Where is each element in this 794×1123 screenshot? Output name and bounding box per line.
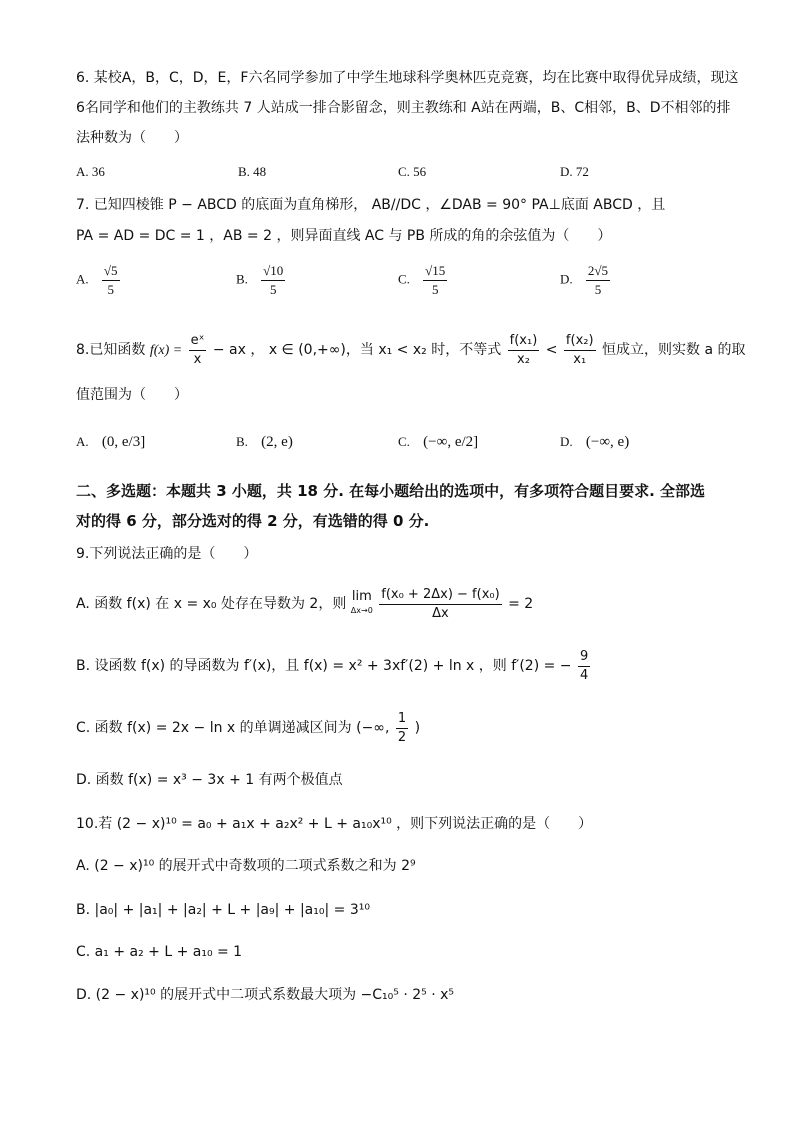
q9-b-prefix: B. 设函数 f(x) 的导函数为 f′(x)，且 f(x) = x² + 3xf′(2) + ln x ，则 f′(2) = − [76, 658, 572, 674]
q7-option-d [560, 262, 612, 299]
q6-option-c: C. 56 [398, 164, 427, 179]
q8-option-b [236, 432, 293, 452]
q9-a-tail: = 2 [508, 596, 534, 612]
q7-option-b [236, 262, 287, 299]
section2-heading-line2: 对的得 6 分，部分选对的得 2 分，有选错的得 0 分. [76, 512, 430, 530]
q9-b-den: 4 [579, 667, 589, 683]
q7-option-b-label: B. [236, 271, 248, 287]
q8-option-b-label: B. [236, 434, 248, 449]
q8-option-a-label: A. [76, 434, 89, 449]
q7-option-d-label: D. [560, 271, 573, 287]
q7-option-a-label: A. [76, 271, 89, 287]
q7-option-d-den: 5 [594, 282, 602, 297]
q9-a-prefix: A. 函数 f(x) 在 x = x₀ 处存在导数为 2，则 [76, 596, 347, 612]
q6-stem-line2: 6名同学和他们的主教练共 7 人站成一排合影留念，则主教练和 A站在两端，B、C相邻，B、D不相邻的排 [76, 100, 731, 116]
q8-tail2: 恒成立，则实数 a 的取 [602, 342, 746, 358]
q8-lt: < [545, 342, 558, 358]
q8-option-a-text: (0, e/3] [101, 434, 146, 450]
q9-c-prefix: C. 函数 f(x) = 2x − ln x 的单调递减区间为 (−∞, [76, 720, 390, 736]
q9-c-tail: ) [414, 720, 421, 736]
q7-option-a-num: √5 [102, 262, 120, 281]
q6-stem-line1: 6. 某校A，B，C，D，E，F六名同学参加了中学生地球科学奥林匹克竞赛，均在比赛中取得优异成绩，现这 [76, 70, 739, 86]
q8-stem-line1 [76, 330, 746, 370]
q8-stem-line2: 值范围为（ ） [76, 387, 188, 403]
q9-a-lim-sub: Δx→0 [350, 606, 373, 615]
q6-stem-line3: 法种数为（ ） [76, 130, 188, 146]
q6-option-a: A. 36 [76, 164, 105, 179]
q10-option-c: C. a₁ + a₂ + L + a₁₀ = 1 [76, 944, 243, 960]
q9-option-a [76, 584, 734, 624]
q8-frac-num: eˣ [189, 332, 207, 351]
q9-a-den: Δx [432, 605, 449, 621]
q9-a-lim: lim [351, 589, 372, 604]
q8-ineq-num1: f(x₁) [508, 332, 540, 351]
q8-tail1: − ax ， x ∈ (0,+∞)，当 x₁ < x₂ 时，不等式 [212, 342, 502, 358]
q9-a-num: f(x₀ + 2Δx) − f(x₀) [379, 586, 501, 605]
q8-option-d-label: D. [560, 434, 573, 449]
q9-option-d: D. 函数 f(x) = x³ − 3x + 1 有两个极值点 [76, 772, 343, 788]
q8-option-a [76, 432, 145, 452]
q8-prefix: 8.已知函数 [76, 342, 146, 358]
q7-option-c [398, 262, 449, 299]
q9-c-num: 1 [396, 710, 408, 729]
q10-stem: 10.若 (2 − x)¹⁰ = a₀ + a₁x + a₂x² + L + a₁₀x¹⁰ ，则下列说法正确的是（ ） [76, 816, 593, 832]
q7-option-a-den: 5 [107, 282, 114, 297]
q7-option-b-den: 5 [269, 282, 277, 297]
q9-option-b [76, 646, 734, 686]
q8-ineq-den1: x₂ [517, 351, 530, 367]
q10-option-a: A. (2 − x)¹⁰ 的展开式中奇数项的二项式系数之和为 2⁹ [76, 858, 416, 874]
q8-fx: f(x) = [149, 343, 183, 358]
q8-option-d [560, 432, 629, 452]
q7-option-c-den: 5 [431, 282, 439, 297]
q7-option-d-num: 2√5 [586, 262, 610, 281]
q8-option-c [398, 432, 478, 452]
q10-option-d: D. (2 − x)¹⁰ 的展开式中二项式系数最大项为 −C₁₀⁵ · 2⁵ · x⁵ [76, 987, 455, 1003]
q8-option-d-text: (−∞, e) [585, 434, 630, 450]
q9-b-num: 9 [578, 648, 590, 667]
q7-option-a [76, 262, 122, 299]
q7-option-b-num: √10 [261, 262, 285, 281]
q8-option-c-label: C. [398, 434, 410, 449]
q6-option-d: D. 72 [560, 164, 589, 179]
section2-heading-line1: 二、多选题：本题共 3 小题，共 18 分. 在每小题给出的选项中，有多项符合题目要求. 全部选 [76, 482, 706, 500]
q7-stem-line2: PA = AD = DC = 1 ，AB = 2 ，则异面直线 AC 与 PB 所成的角的余弦值为（ ） [76, 228, 612, 244]
q9-stem: 9.下列说法正确的是（ ） [76, 546, 258, 562]
q8-option-b-text: (2, e) [261, 434, 293, 450]
q9-c-den: 2 [397, 729, 407, 745]
q8-option-c-text: (−∞, e/2] [423, 434, 479, 450]
q9-option-c [76, 708, 734, 748]
q7-stem-line1: 7. 已知四棱锥 P − ABCD 的底面为直角梯形， AB//DC ，∠DAB = 90° PA⊥底面 ABCD ，且 [76, 197, 666, 213]
q7-option-c-label: C. [398, 271, 410, 287]
q8-frac-den: x [193, 351, 202, 367]
q6-option-b: B. 48 [238, 164, 267, 179]
q8-ineq-num2: f(x₂) [564, 332, 596, 351]
q8-ineq-den2: x₁ [573, 351, 587, 367]
q7-option-c-num: √15 [423, 262, 447, 281]
q10-option-b: B. |a₀| + |a₁| + |a₂| + L + |a₉| + |a₁₀| = 3¹⁰ [76, 902, 370, 918]
